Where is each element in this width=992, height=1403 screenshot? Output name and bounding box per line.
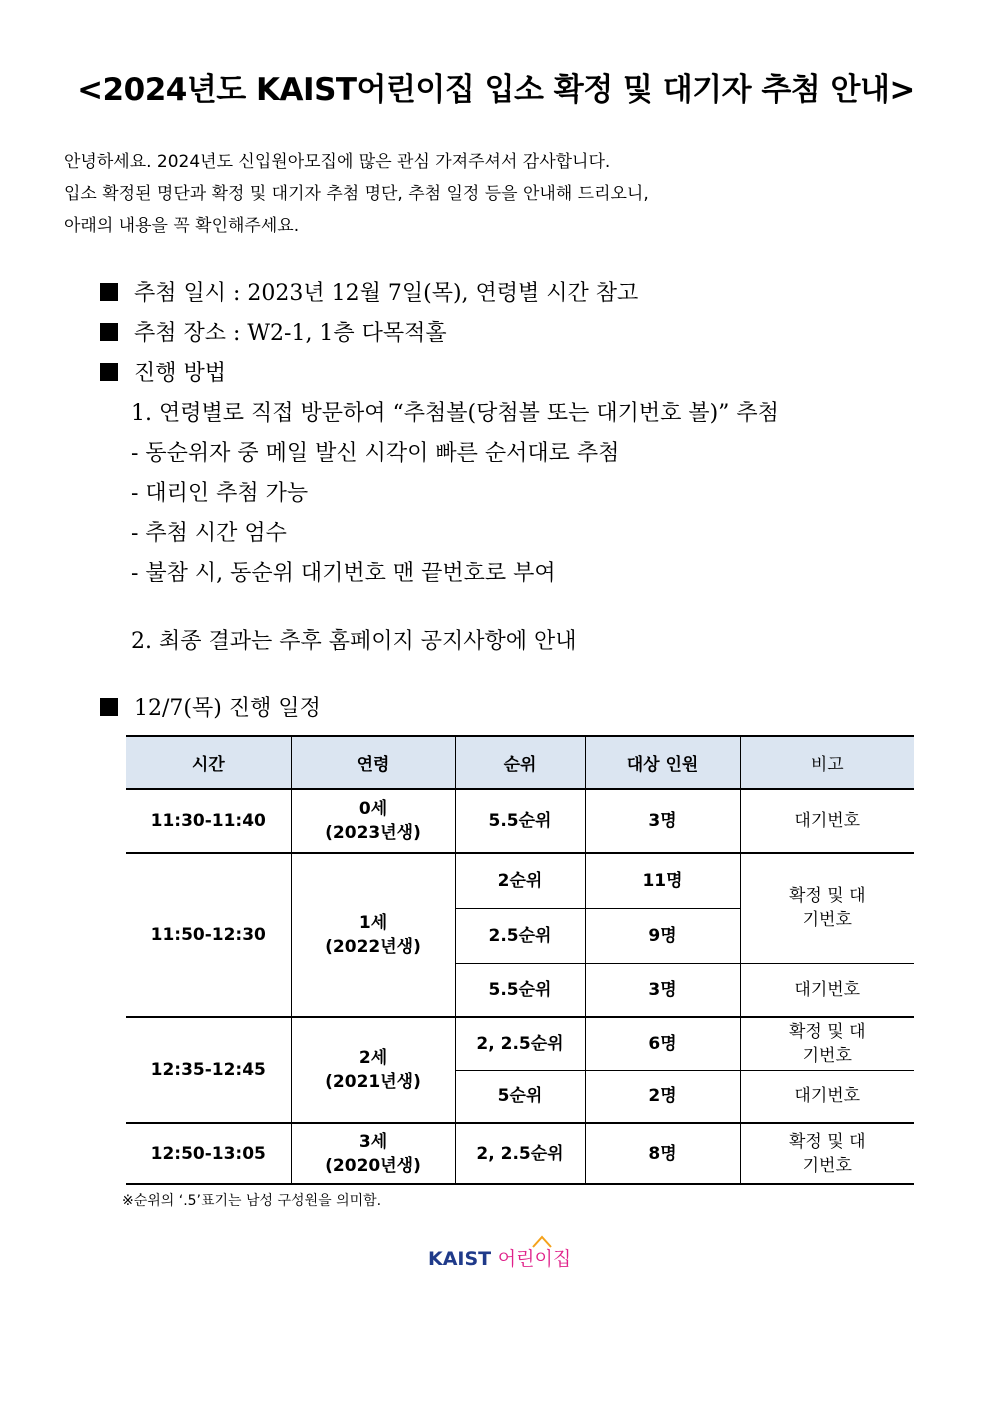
count-cell: 9명 xyxy=(585,908,740,963)
age-label: 2세 xyxy=(358,1048,388,1068)
header-rank: 순위 xyxy=(455,736,585,789)
square-bullet-icon xyxy=(100,698,118,716)
method-step-1: 1. 연령별로 직접 방문하여 “추첨볼(당첨볼 또는 대기번호 볼)” 추첨 xyxy=(131,401,779,426)
footnote: ※순위의 ‘.5’표기는 남성 구성원을 의미함. xyxy=(122,1193,382,1209)
note-text: 확정 및 대기번호 xyxy=(789,886,866,931)
table-row xyxy=(126,789,914,853)
rank-cell: 2.5순위 xyxy=(455,908,585,963)
section-datetime xyxy=(100,276,638,307)
rank-cell: 5순위 xyxy=(455,1070,585,1123)
logo-kaist-text: KAIST xyxy=(428,1248,492,1270)
time-cell: 11:50-12:30 xyxy=(126,853,291,1017)
table-row xyxy=(126,1017,914,1070)
age-cell xyxy=(291,1123,455,1184)
section-method xyxy=(100,356,226,387)
count-cell: 6명 xyxy=(585,1017,740,1070)
age-cell xyxy=(291,789,455,853)
page-title: <2024년도 KAIST어린이집 입소 확정 및 대기자 추첨 안내> xyxy=(77,72,915,108)
house-roof-icon xyxy=(532,1234,552,1248)
method-bullet: - 대리인 추첨 가능 xyxy=(131,481,309,506)
intro-line: 입소 확정된 명단과 확정 및 대기자 추첨 명단, 추첨 일정 등을 안내해 드리오니, xyxy=(64,184,649,204)
birth-year: (2023년생) xyxy=(325,823,421,843)
count-cell: 2명 xyxy=(585,1070,740,1123)
note-cell: 대기번호 xyxy=(740,789,914,853)
intro-line: 안녕하세요. 2024년도 신입원아모집에 많은 관심 가져주셔서 감사합니다. xyxy=(64,152,611,172)
section-schedule xyxy=(100,691,321,722)
header-time: 시간 xyxy=(126,736,291,789)
schedule-table xyxy=(126,735,914,1185)
section-schedule-text: 12/7(목) 진행 일정 xyxy=(134,696,321,721)
age-cell xyxy=(291,1017,455,1123)
note-text: 확정 및 대기번호 xyxy=(789,1021,866,1066)
birth-year: (2021년생) xyxy=(325,1072,421,1092)
note-text: 확정 및 대기번호 xyxy=(789,1131,866,1176)
header-age: 연령 xyxy=(291,736,455,789)
rank-cell: 2, 2.5순위 xyxy=(455,1123,585,1184)
rank-cell: 5.5순위 xyxy=(455,963,585,1017)
note-cell xyxy=(740,853,914,963)
kaist-daycare-logo xyxy=(428,1244,571,1271)
logo-daycare-text: 어린이집 xyxy=(497,1248,572,1270)
note-cell: 대기번호 xyxy=(740,963,914,1017)
method-bullet: - 추첨 시간 엄수 xyxy=(131,521,287,546)
birth-year: (2022년생) xyxy=(325,937,421,957)
table-header-row xyxy=(126,736,914,789)
note-cell: 대기번호 xyxy=(740,1070,914,1123)
section-datetime-text: 추첨 일시 : 2023년 12월 7일(목), 연령별 시간 참고 xyxy=(134,281,639,306)
time-cell: 11:30-11:40 xyxy=(126,789,291,853)
rank-cell: 5.5순위 xyxy=(455,789,585,853)
header-count: 대상 인원 xyxy=(585,736,740,789)
age-label: 3세 xyxy=(358,1131,388,1152)
method-bullet: - 동순위자 중 메일 발신 시각이 빠른 순서대로 추첨 xyxy=(131,441,620,466)
square-bullet-icon xyxy=(100,283,118,301)
age-label: 1세 xyxy=(358,913,388,933)
count-cell: 11명 xyxy=(585,853,740,908)
count-cell: 8명 xyxy=(585,1123,740,1184)
table-row xyxy=(126,1123,914,1184)
birth-year: (2020년생) xyxy=(325,1155,421,1176)
section-method-text: 진행 방법 xyxy=(134,361,227,386)
method-step-2: 2. 최종 결과는 추후 홈페이지 공지사항에 안내 xyxy=(131,629,577,654)
rank-cell: 2, 2.5순위 xyxy=(455,1017,585,1070)
rank-cell: 2순위 xyxy=(455,853,585,908)
intro-text xyxy=(64,146,649,242)
square-bullet-icon xyxy=(100,363,118,381)
count-cell: 3명 xyxy=(585,789,740,853)
square-bullet-icon xyxy=(100,323,118,341)
note-cell xyxy=(740,1123,914,1184)
method-bullet: - 불참 시, 동순위 대기번호 맨 끝번호로 부여 xyxy=(131,561,556,586)
age-cell xyxy=(291,853,455,1017)
time-cell: 12:50-13:05 xyxy=(126,1123,291,1184)
section-place xyxy=(100,316,447,347)
note-cell xyxy=(740,1017,914,1070)
section-place-text: 추첨 장소 : W2-1, 1층 다목적홀 xyxy=(134,321,447,346)
time-cell: 12:35-12:45 xyxy=(126,1017,291,1123)
intro-line: 아래의 내용을 꼭 확인해주세요. xyxy=(64,216,300,236)
header-note: 비고 xyxy=(740,736,914,789)
age-label: 0세 xyxy=(358,799,388,819)
table-row xyxy=(126,853,914,908)
count-cell: 3명 xyxy=(585,963,740,1017)
